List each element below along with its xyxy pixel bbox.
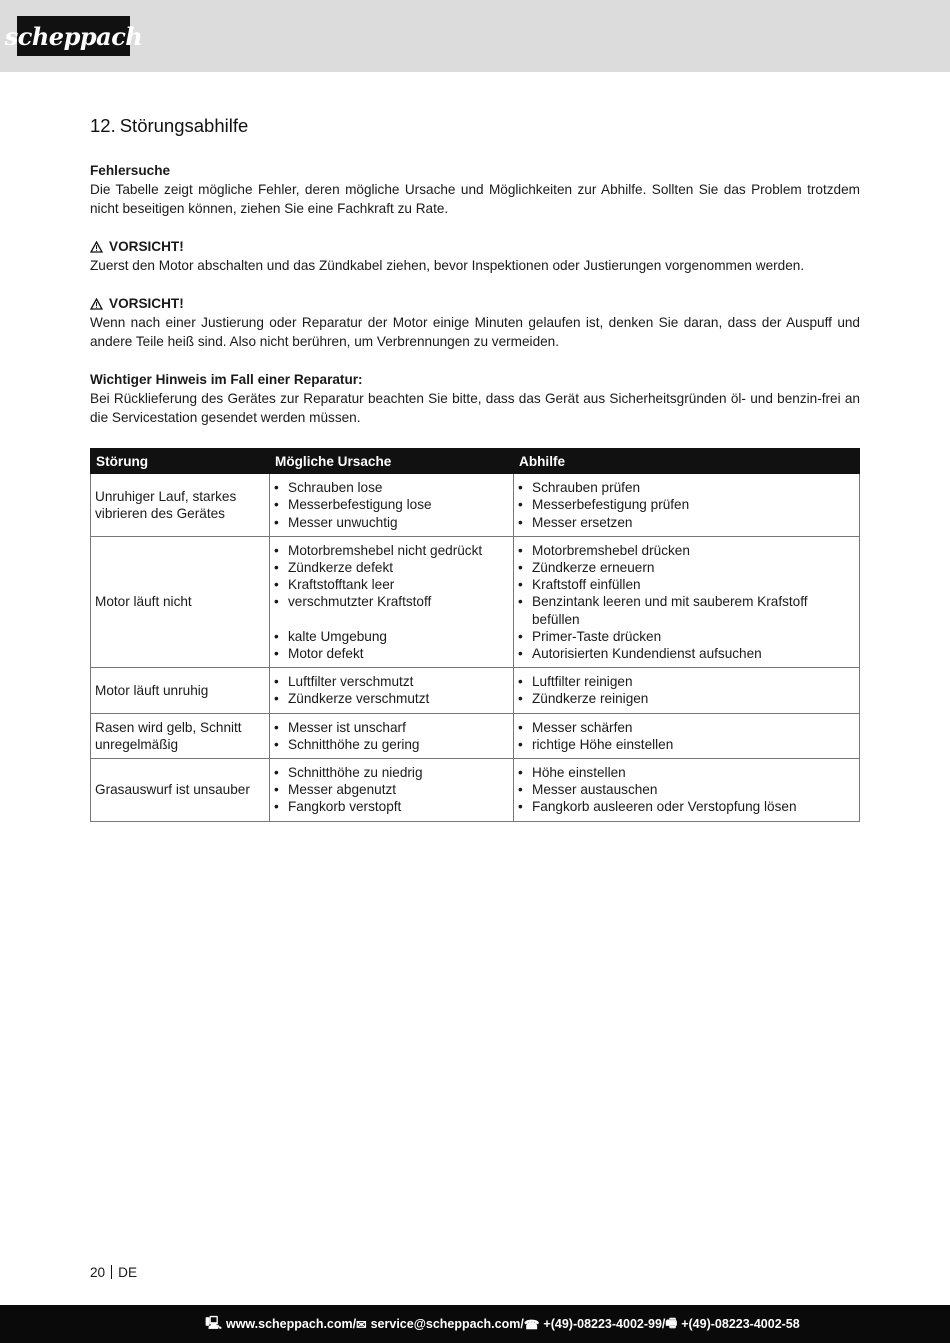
list-item: • Motorbremshebel nicht gedrückt <box>274 542 509 559</box>
cell-abhilfe <box>514 474 860 537</box>
list-spacer <box>274 611 509 628</box>
list-item: • Messer unwuchtig <box>274 514 509 531</box>
list-item: • Messer schärfen <box>518 719 855 736</box>
table-header-row <box>91 449 860 474</box>
list-item: • Kraftstofftank leer <box>274 576 509 593</box>
table-row <box>91 668 860 713</box>
footer-email[interactable]: service@scheppach.com <box>370 1317 521 1331</box>
fehlersuche-heading: Fehlersuche <box>90 163 171 178</box>
list-item: • Zündkerze erneuern <box>518 559 855 576</box>
cell-stoerung: Unruhiger Lauf, starkes vibrieren des Gerätes <box>91 474 270 537</box>
cell-ursache <box>270 668 514 713</box>
warning-label: VORSICHT! <box>109 239 184 254</box>
cell-abhilfe <box>514 759 860 822</box>
phone-icon: ☎ <box>523 1317 540 1332</box>
list-item: • Primer-Taste drücken <box>518 628 855 645</box>
warning-label: VORSICHT! <box>109 296 184 311</box>
section-number: 12. <box>90 115 116 136</box>
hinweis-heading: Wichtiger Hinweis im Fall einer Reparatur: <box>90 372 363 387</box>
list-item: • Messerbefestigung lose <box>274 496 509 513</box>
header-ursache: Mögliche Ursache <box>270 449 514 474</box>
hinweis-text: Bei Rücklieferung des Gerätes zur Reparatur beachten Sie bitte, dass das Gerät aus Sicherheitsgründen öl- und benzin-frei an die Servicestation gesendet werden müssen. <box>90 391 860 425</box>
cell-ursache <box>270 759 514 822</box>
list-item: • richtige Höhe einstellen <box>518 736 855 753</box>
fehlersuche-block <box>90 161 860 218</box>
hinweis-block <box>90 370 860 427</box>
list-item: • Messer abgenutzt <box>274 781 509 798</box>
list-item: • Schrauben prüfen <box>518 479 855 496</box>
list-item: • Zündkerze reinigen <box>518 690 855 707</box>
cell-ursache <box>270 713 514 758</box>
fehlersuche-text: Die Tabelle zeigt mögliche Fehler, deren mögliche Ursache und Möglichkeiten zur Abhilfe. Sollten Sie das Problem trotzdem nicht beseitigen können, ziehen Sie eine Fachkraft zu Rate. <box>90 182 860 216</box>
section-title <box>90 114 860 138</box>
list-item: • Schnitthöhe zu niedrig <box>274 764 509 781</box>
warning-text: Wenn nach einer Justierung oder Reparatur der Motor einige Minuten gelaufen ist, denken Sie daran, dass der Auspuff und andere Teile heiß sind. Also nicht berühren, um Verbrennungen zu vermeiden. <box>90 315 860 349</box>
list-item: • Zündkerze verschmutzt <box>274 690 509 707</box>
list-item: • Schrauben lose <box>274 479 509 496</box>
footer-bar <box>0 1305 950 1343</box>
list-item: • Autorisierten Kundendienst aufsuchen <box>518 645 855 662</box>
warning-heading <box>90 237 860 256</box>
troubleshooting-table <box>90 448 860 822</box>
cell-stoerung: Rasen wird gelb, Schnitt unregelmäßig <box>91 713 270 758</box>
cell-ursache <box>270 474 514 537</box>
page-content <box>90 114 860 822</box>
footer-separator: / <box>352 1317 357 1331</box>
list-item: • Messer ist unscharf <box>274 719 509 736</box>
header-abhilfe: Abhilfe <box>514 449 860 474</box>
computer-icon: 🖳 <box>205 1315 222 1330</box>
warning-triangle-icon <box>90 298 103 310</box>
cell-ursache <box>270 536 514 667</box>
footer-separator: / <box>661 1317 666 1331</box>
table-row <box>91 474 860 537</box>
list-item: • Kraftstoff einfüllen <box>518 576 855 593</box>
cell-abhilfe <box>514 668 860 713</box>
cell-stoerung: Motor läuft unruhig <box>91 668 270 713</box>
warning-text: Zuerst den Motor abschalten und das Zündkabel ziehen, bevor Inspektionen oder Justierungen vorgenommen werden. <box>90 258 805 273</box>
footer-separator: / <box>520 1317 524 1331</box>
warning-block-2 <box>90 294 860 351</box>
page-separator <box>111 1265 112 1279</box>
header-stoerung: Störung <box>91 449 270 474</box>
cell-stoerung: Grasauswurf ist unsauber <box>91 759 270 822</box>
footer-phone: +(49)-08223-4002-99 <box>543 1317 662 1331</box>
list-item: • Benzintank leeren und mit sauberem Krafstoff befüllen <box>518 593 855 627</box>
footer-fax: +(49)-08223-4002-58 <box>681 1317 800 1331</box>
list-item: • Messer ersetzen <box>518 514 855 531</box>
fax-icon: 🖷 <box>665 1315 678 1330</box>
list-item: • kalte Umgebung <box>274 628 509 645</box>
cell-stoerung: Motor läuft nicht <box>91 536 270 667</box>
list-item: • Motorbremshebel drücken <box>518 542 855 559</box>
list-item: • Luftfilter reinigen <box>518 673 855 690</box>
list-item: • Motor defekt <box>274 645 509 662</box>
list-item: • verschmutzter Kraftstoff <box>274 593 509 610</box>
list-item: • Schnitthöhe zu gering <box>274 736 509 753</box>
warning-triangle-icon <box>90 241 103 253</box>
list-item: • Messer austauschen <box>518 781 855 798</box>
scheppach-logo: scheppach <box>17 16 130 56</box>
cell-abhilfe <box>514 536 860 667</box>
cell-abhilfe <box>514 713 860 758</box>
list-item: • Luftfilter verschmutzt <box>274 673 509 690</box>
list-item: • Höhe einstellen <box>518 764 855 781</box>
table-row <box>91 713 860 758</box>
page-number <box>90 1265 137 1280</box>
list-item: • Zündkerze defekt <box>274 559 509 576</box>
table-row <box>91 536 860 667</box>
section-title-text: Störungsabhilfe <box>119 115 249 136</box>
list-item: • Fangkorb ausleeren oder Verstopfung lösen <box>518 798 855 815</box>
table-row <box>91 759 860 822</box>
list-item: • Messerbefestigung prüfen <box>518 496 855 513</box>
email-icon: ✉ <box>356 1317 367 1332</box>
warning-block-1 <box>90 237 860 275</box>
footer-web[interactable]: www.scheppach.com <box>225 1317 353 1331</box>
page-number-value: 20 <box>90 1265 106 1280</box>
page-language: DE <box>118 1265 138 1280</box>
list-item: • Fangkorb verstopft <box>274 798 509 815</box>
header-band <box>0 0 950 72</box>
warning-heading <box>90 294 860 313</box>
